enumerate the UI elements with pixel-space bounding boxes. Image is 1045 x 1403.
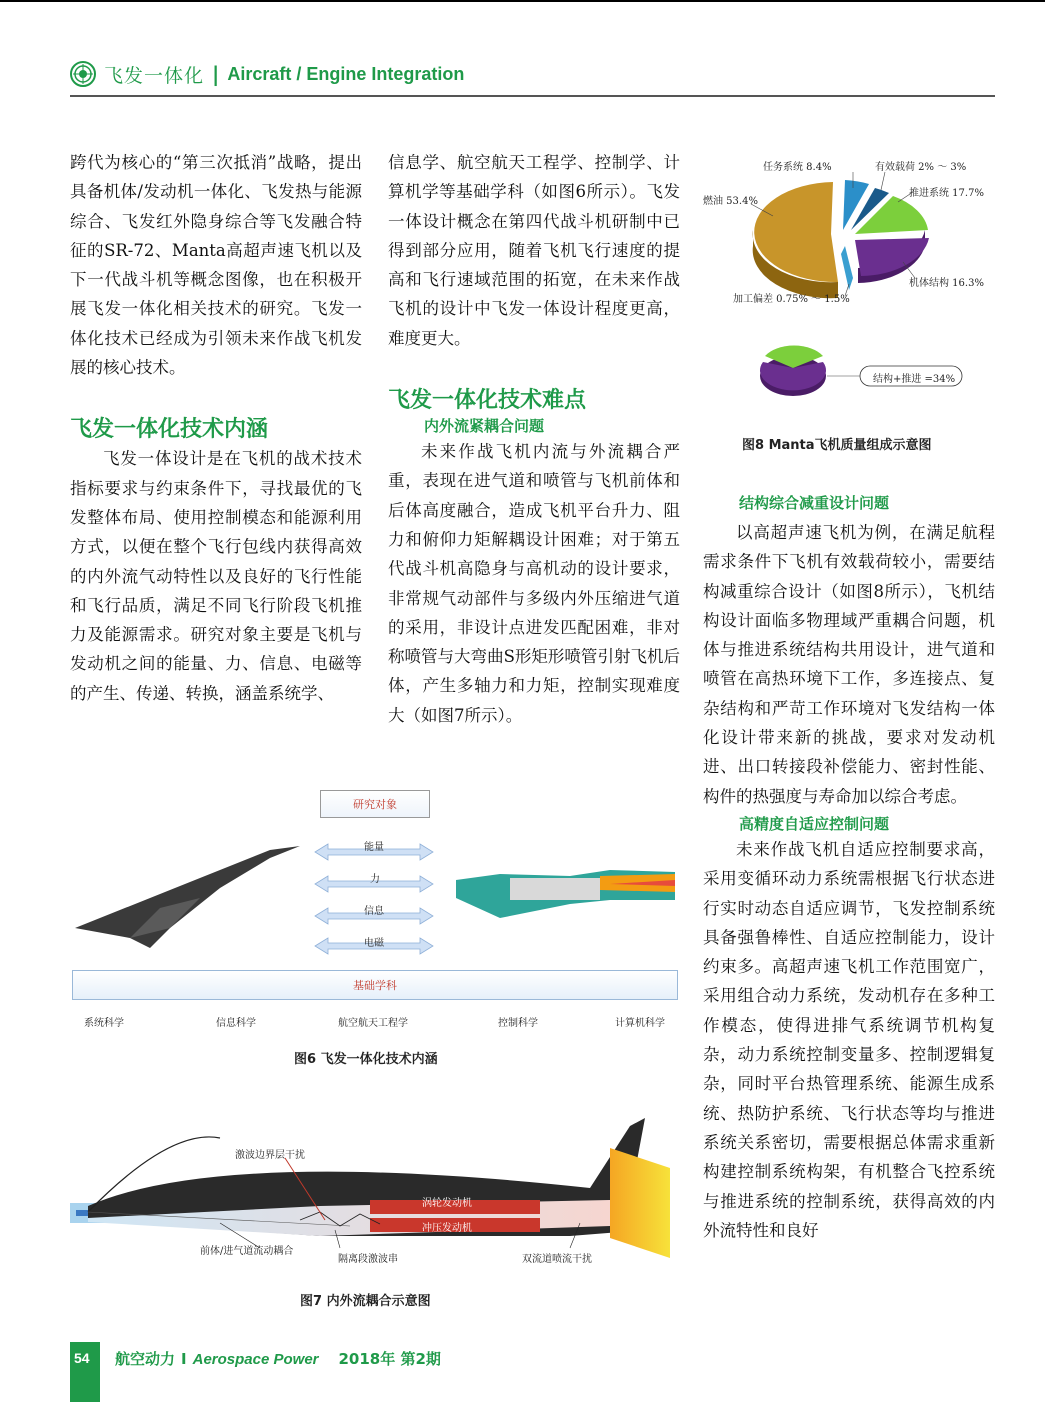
arrow-label-energy: 能量 <box>364 842 384 853</box>
subheading-coupling: 内外流紧耦合问题 <box>424 417 545 436</box>
label-payload: 有效载荷 2% ～ 3% <box>875 162 967 173</box>
figure-7-caption: 图7 内外流耦合示意图 <box>300 1294 431 1309</box>
label-sum: 结构+推进 =34% <box>873 374 956 385</box>
label-turbo-engine: 涡轮发动机 <box>422 1198 472 1209</box>
section-heading-difficulties: 飞发一体化技术难点 <box>388 388 587 414</box>
subheading-control: 高精度自适应控制问题 <box>739 814 890 833</box>
subheading-structure: 结构综合减重设计问题 <box>739 494 890 512</box>
label-tolerance: 加工偏差 0.75% ～ 1.5% <box>733 294 850 305</box>
figure-6-caption: 图6 飞发一体化技术内涵 <box>294 1052 438 1067</box>
label-isolator-shock: 隔离段激波串 <box>338 1254 398 1265</box>
research-object-label: 研究对象 <box>353 798 397 811</box>
foundation-label: 基础学科 <box>353 979 397 992</box>
discipline-control: 控制科学 <box>498 1018 538 1029</box>
column-3 <box>703 492 995 1245</box>
discipline-system: 系统科学 <box>84 1018 124 1029</box>
foundation-box <box>72 970 678 1000</box>
label-dual-nozzle: 双流道喷流干扰 <box>522 1254 592 1265</box>
journal-issue: 2018年 第2期 <box>338 1350 441 1368</box>
exhaust-plume <box>610 1148 670 1258</box>
label-forebody-coupling: 前体/进气道流动耦合 <box>200 1246 294 1257</box>
discipline-aerospace: 航空航天工程学 <box>338 1018 408 1029</box>
label-structure: 机体结构 16.3% <box>909 278 984 289</box>
header-title-cn: 飞发一体化 <box>104 64 205 87</box>
arrow-label-em: 电磁 <box>364 938 384 949</box>
figure-6-graphics <box>70 788 680 988</box>
header-title-en: Aircraft / Engine Integration <box>227 63 465 84</box>
column-2 <box>388 148 680 730</box>
col2-paragraph-1: 信息学、航空航天工程学、控制学、计算机学等基础学科（如图6所示）。飞发一体设计概念在第四代战斗机研制中已得到部分应用，随着飞机飞行速度的提高和飞行速域范围的拓宽，在未来作战飞机的设计中飞发一体设计程度更高，难度更大。 <box>388 153 680 348</box>
label-propulsion: 推进系统 17.7% <box>909 188 984 199</box>
section-heading-connotation: 飞发一体化技术内涵 <box>70 417 269 443</box>
figure-8 <box>703 150 998 418</box>
figure-7 <box>70 1108 680 1278</box>
figure-6 <box>70 788 680 1038</box>
journal-separator: I <box>181 1350 187 1368</box>
column-1 <box>70 148 362 708</box>
tolerance-slice <box>841 246 853 290</box>
col2-paragraph-2: 未来作战飞机内流与外流耦合严重，表现在进气道和喷管与飞机前体和后体高度融合，造成飞机平台升力、阻力和俯仰力矩解耦设计困难；对于第五代战斗机高隐身与高机动的设计要求，非常规气动部件与多级内外压缩进气道的采用，非设计点进发匹配困难，非对称喷管与大弯曲S形矩形喷管引射飞机后体，产生多轴力和力矩，控制实现难度大（如图7所示）。 <box>388 442 680 725</box>
arrow-label-info: 信息 <box>364 906 384 917</box>
top-rule <box>0 0 1045 2</box>
col1-paragraph-2: 飞发一体设计是在飞机的战术技术指标要求与约束条件下，寻找最优的飞发整体布局、使用控制模态和能源利用方式，以便在整个飞行包线内获得高效的内外流气动特性以及良好的飞行性能和飞行品质，满足不同飞行阶段飞机推力及能源需求。研究对象主要是飞机与发动机之间的能量、力、信息、电磁等的产生、传递、转换，涵盖系统学、 <box>70 449 362 703</box>
aircraft-image <box>75 846 300 948</box>
header-rule <box>70 95 995 97</box>
journal-name-en: Aerospace Power <box>192 1351 319 1368</box>
header-separator: | <box>212 62 220 86</box>
figure-8-caption: 图8 Manta飞机质量组成示意图 <box>742 438 932 453</box>
discipline-info: 信息科学 <box>216 1018 256 1029</box>
label-shock-boundary-layer: 激波边界层干扰 <box>235 1150 305 1161</box>
col1-paragraph-1: 跨代为核心的“第三次抵消”战略，提出具备机体/发动机一体化、飞发热与能源综合、飞发红外隐身综合等飞发融合特征的SR-72、Manta高超声速飞机以及下一代战斗机等概念图像，也在积极开展飞发一体化相关技术的研究。飞发一体化技术已经成为引领未来作战飞机发展的核心技术。 <box>70 153 362 378</box>
arrow-label-force: 力 <box>370 874 380 885</box>
label-ramjet: 冲压发动机 <box>422 1223 472 1234</box>
journal-name-cn: 航空动力 <box>115 1350 176 1368</box>
running-header <box>70 60 464 88</box>
discipline-computer: 计算机科学 <box>615 1018 665 1029</box>
col3-paragraph-1: 以高超声速飞机为例，在满足航程需求条件下飞机有效载荷较小，需要结构减重综合设计（如图8所示），飞机结构设计面临多物理域严重耦合问题，机体与推进系统结构共用设计，进气道和喷管在高热环境下工作，多连接点、复杂结构和严苛工作环境对飞发结构一体化设计带来新的挑战，要求对发动机进、出口转接段补偿能力、密封性能、构件的热强度与寿命加以综合考虑。 <box>703 523 995 806</box>
label-mission: 任务系统 8.4% <box>763 162 832 173</box>
journal-footer <box>115 1348 441 1369</box>
page-number: 54 <box>74 1350 90 1366</box>
col3-paragraph-2: 未来作战飞机自适应控制要求高，采用变循环动力系统需根据飞行状态进行实时动态自适应调节，飞发控制系统具备强鲁棒性、自适应控制能力，设计约束多。高超声速飞机工作范围宽广，采用组合动力系统，发动机存在多种工作模态，使得进排气系统调节机构复杂，动力系统控制变量多、控制逻辑复杂，同时平台热管理系统、能源生成系统、热防护系统、飞行状态等均与推进系统关系密切，需要根据总体需求重新构建控制系统构架，有机整合飞控系统与推进系统的控制系统，获得高效的内外流特性和良好 <box>703 839 995 1240</box>
journal-logo-icon <box>70 61 96 87</box>
label-fuel: 燃油 53.4% <box>703 196 758 207</box>
